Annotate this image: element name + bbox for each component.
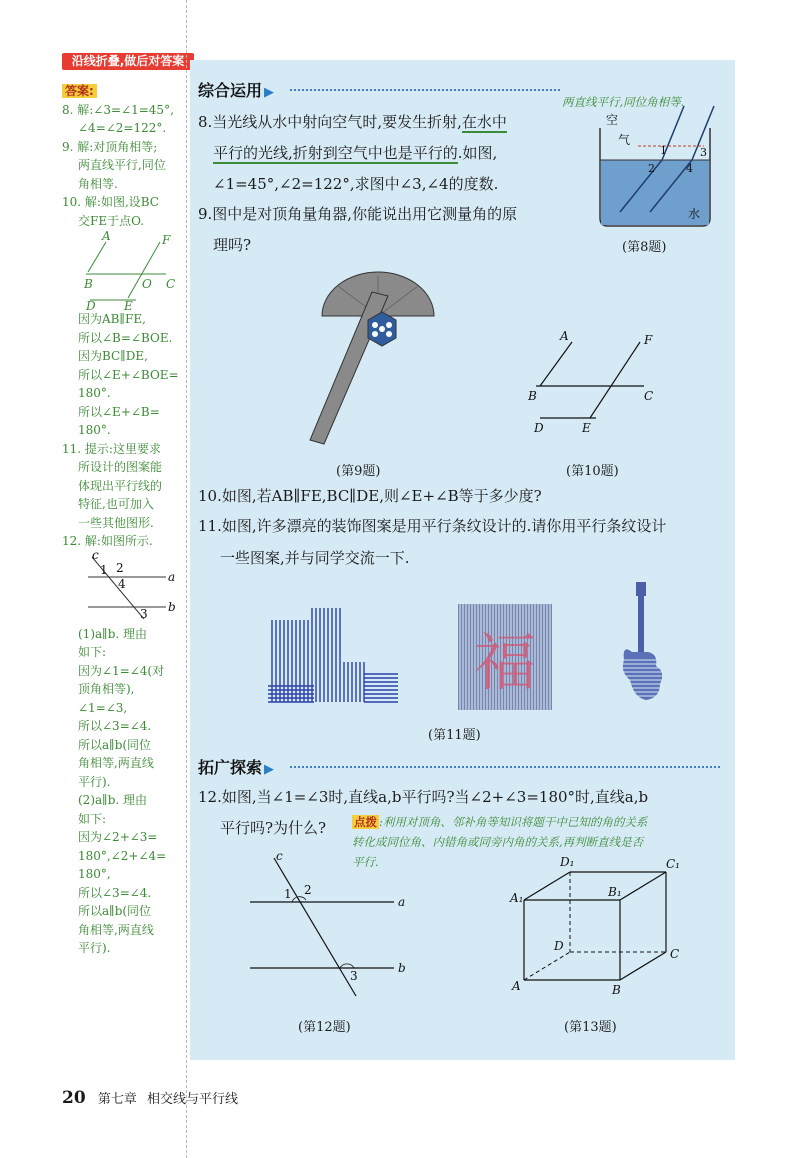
- q8-line1: [198, 107, 507, 137]
- label-A1: A₁: [510, 891, 524, 905]
- angle-2: 2: [116, 560, 124, 575]
- angle-3: 3: [140, 606, 148, 621]
- tip-text: 平行.: [352, 855, 379, 869]
- answer-line: 交FE于点O.: [78, 213, 145, 228]
- answer-line: 顶角相等),: [78, 682, 135, 696]
- tip-tag: 点拨: [354, 815, 377, 829]
- air-label: 空: [606, 113, 619, 127]
- q8-note: 两直线平行,同位角相等.: [562, 95, 685, 109]
- label-A: A: [512, 979, 521, 993]
- fu-character: 福: [473, 626, 537, 699]
- answer-line: 因为BC∥DE,: [78, 349, 148, 363]
- answer-line: 所以a∥b(同位: [78, 904, 152, 918]
- answer-line: 所设计的图案能: [78, 460, 163, 474]
- label-c: c: [276, 849, 283, 863]
- answer-line: 10. 解:如图,设BC: [62, 195, 159, 209]
- label-C1: C₁: [666, 857, 680, 871]
- answer-line: (1)a∥b. 理由: [78, 626, 148, 641]
- label-B: B: [612, 983, 621, 997]
- label-D1: D₁: [560, 855, 575, 869]
- tip-text: :利用对顶角、邻补角等知识将题干中已知的角的关系: [379, 815, 648, 829]
- q9-line1: 9.图中是对顶角量角器,你能说出用它测量角的原: [198, 205, 518, 223]
- answer-line: 因为∠1=∠4(对: [78, 663, 165, 678]
- answer-line: 180°.: [78, 423, 111, 437]
- q13-caption: (第13题): [564, 1020, 617, 1035]
- label-C: C: [166, 277, 176, 291]
- label-D: D: [554, 939, 564, 953]
- label-a: a: [398, 895, 406, 909]
- tip-text: 转化成同位角、内错角或同旁内角的关系,再判断直线是否: [352, 835, 644, 849]
- answer-line: 两直线平行,同位: [78, 158, 166, 172]
- q12-figure: [244, 849, 424, 1002]
- section-divider: [290, 766, 720, 768]
- label-D: D: [534, 421, 544, 435]
- answer-line: 所以∠E+∠BOE=: [78, 367, 179, 382]
- q11-building-pattern: [264, 602, 404, 712]
- section-divider: [290, 89, 560, 91]
- q8-underlined: 在水中: [461, 113, 507, 131]
- answer-line: 因为∠2+∠3=: [78, 830, 158, 844]
- answer-line: 所以∠3=∠4.: [78, 719, 152, 733]
- answer-figure-12: [62, 547, 186, 625]
- answer-line: 8. 解:∠3=∠1=45°,: [62, 102, 174, 117]
- answer-line: 所以a∥b(同位: [78, 737, 152, 752]
- label-B1: B₁: [608, 885, 622, 899]
- section-title-extend: [198, 755, 274, 778]
- angle-3: 3: [700, 146, 707, 159]
- q10-text: 10.如图,若AB∥FE,BC∥DE,则∠E+∠B等于多少度?: [198, 487, 542, 505]
- q10-caption: (第10题): [566, 464, 619, 479]
- answer-tag: 答案:: [62, 84, 97, 98]
- answer-line: 平行).: [78, 774, 111, 789]
- answer-line: 特征,也可加入: [78, 497, 154, 511]
- q8-line3: ∠1=45°,∠2=122°,求图中∠3,∠4的度数.: [213, 175, 499, 193]
- fold-line: [186, 0, 187, 1158]
- q8-text: 8.当光线从水中射向空气时,要发生折射,: [198, 113, 462, 131]
- label-b: b: [168, 599, 176, 614]
- label-a: a: [168, 569, 176, 584]
- label-E: E: [124, 299, 133, 313]
- answer-line: 180°,∠2+∠4=: [78, 848, 167, 863]
- answer-line: 所以∠3=∠4.: [78, 885, 152, 900]
- label-c: c: [92, 547, 99, 562]
- answer-line: 角相等,两直线: [78, 922, 154, 937]
- answer-line: ∠1=∠3,: [78, 700, 128, 715]
- answer-line: 11. 提示:这里要求: [62, 441, 161, 456]
- angle-4: 4: [118, 576, 126, 591]
- answer-line: (2)a∥b. 理由: [78, 793, 148, 807]
- label-B: B: [84, 277, 93, 291]
- answer-line: 角相等.: [78, 176, 118, 191]
- answer-line: 所以∠E+∠B=: [78, 404, 160, 419]
- q9-protractor-figure: [318, 272, 448, 452]
- air-label: 气: [618, 133, 631, 147]
- answer-line: 9. 解:对顶角相等;: [62, 139, 158, 154]
- answer-line: 所以∠B=∠BOE.: [78, 330, 173, 345]
- angle-3: 3: [350, 969, 358, 983]
- page-footer: [62, 1088, 238, 1108]
- chapter-label: 第七章: [97, 1092, 137, 1107]
- label-C: C: [670, 947, 680, 961]
- answer-sidebar: [62, 82, 186, 958]
- q11-fu-pattern: [458, 604, 552, 710]
- answer-line: 因为AB∥FE,: [78, 312, 146, 326]
- q11-line1: 11.如图,许多漂亮的装饰图案是用平行条纹设计的.请你用平行条纹设计: [198, 517, 667, 535]
- q8-figure: [590, 100, 730, 230]
- q8-line2: [213, 138, 497, 168]
- q12-line2: 平行吗?为什么?: [220, 819, 327, 837]
- label-D: D: [86, 299, 96, 313]
- label-A: A: [560, 329, 569, 343]
- angle-1: 1: [660, 144, 667, 157]
- answer-line: 如下:: [78, 645, 107, 659]
- q10-figure: [528, 330, 678, 440]
- answer-line: 如下:: [78, 811, 107, 826]
- section-title-text: 综合运用: [198, 81, 263, 100]
- chapter-title: 相交线与平行线: [146, 1092, 238, 1107]
- q8-text: .如图,: [457, 144, 498, 162]
- angle-1: 1: [284, 887, 292, 901]
- label-O: O: [142, 277, 152, 291]
- label-F: F: [644, 333, 653, 347]
- label-C: C: [644, 389, 654, 403]
- label-F: F: [162, 233, 171, 247]
- label-B: B: [528, 389, 537, 403]
- answer-figure-10: [62, 229, 186, 313]
- answer-line: ∠4=∠2=122°.: [78, 121, 167, 135]
- triangle-arrow-icon: ▶: [264, 762, 275, 777]
- answer-line: 180°.: [78, 386, 111, 400]
- answer-line: 一些其他图形.: [78, 515, 154, 530]
- q9-caption: (第9题): [336, 464, 381, 479]
- answer-line: 12. 解:如图所示.: [62, 534, 153, 548]
- q12-caption: (第12题): [298, 1020, 351, 1035]
- answer-line: 180°,: [78, 867, 111, 881]
- page-number: 20: [62, 1088, 86, 1108]
- q11-caption: (第11题): [428, 728, 481, 743]
- angle-2: 2: [648, 162, 655, 175]
- answer-line: 角相等,两直线: [78, 756, 154, 770]
- section-title-comprehensive: [198, 78, 274, 101]
- angle-4: 4: [686, 162, 693, 175]
- label-b: b: [398, 961, 406, 975]
- water-label: 水: [688, 207, 701, 221]
- q13-cube-figure: [510, 852, 690, 1002]
- q11-guitar-pattern: [618, 580, 668, 710]
- q12-line1: 12.如图,当∠1=∠3时,直线a,b平行吗?当∠2+∠3=180°时,直线a,b: [198, 788, 649, 806]
- q8-underlined: 平行的光线,折射到空气中也是平行的: [213, 144, 458, 162]
- q8-caption: (第8题): [622, 240, 667, 255]
- q11-line2: 一些图案,并与同学交流一下.: [220, 549, 410, 567]
- label-E: E: [582, 421, 591, 435]
- angle-2: 2: [304, 883, 312, 897]
- answer-line: 体现出平行线的: [78, 478, 163, 493]
- triangle-arrow-icon: ▶: [264, 85, 275, 100]
- q9-line2: 理吗?: [213, 236, 252, 254]
- label-A: A: [102, 229, 111, 243]
- fold-tab: 沿线折叠,做后对答案: [62, 53, 194, 70]
- section-title-text: 拓广探索: [198, 758, 263, 777]
- answer-line: 平行).: [78, 941, 111, 955]
- angle-1: 1: [100, 562, 108, 577]
